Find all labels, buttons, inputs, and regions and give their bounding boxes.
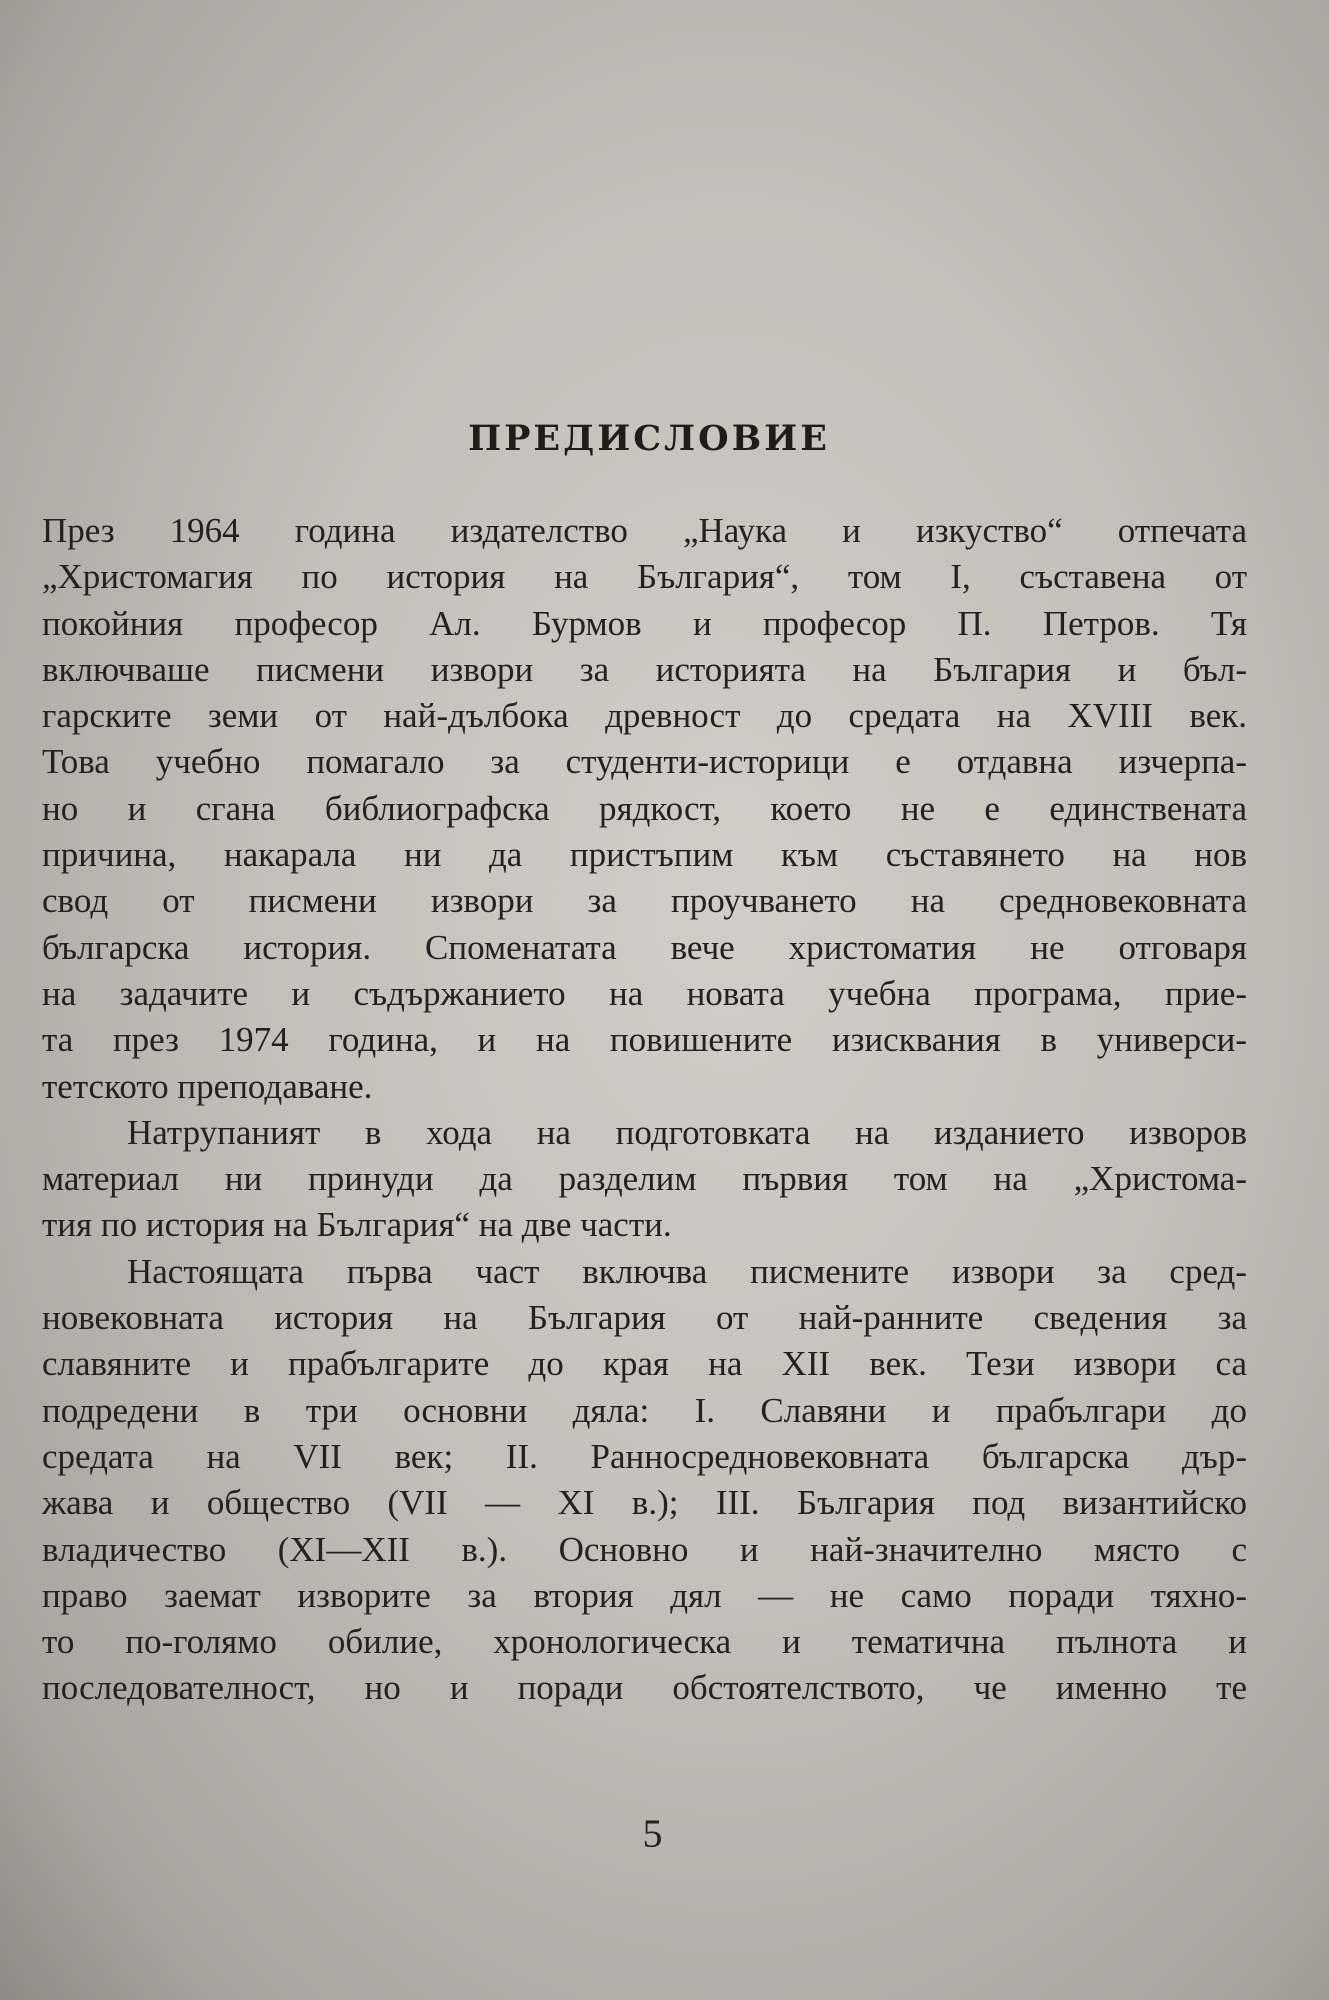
text-line: Това учебно помагало за студенти-историци е отдавна изчерпа- [42, 742, 1247, 782]
text-line: владичество (XI—XII в.). Основно и най-значително място с [42, 1529, 1247, 1569]
page-heading: ПРЕДИСЛОВИЕ [468, 418, 830, 459]
text-line: на задачите и съдържанието на новата учебна програма, прие- [42, 973, 1247, 1013]
text-line: та през 1974 година, и на повишените изисквания в универси- [42, 1020, 1247, 1060]
show-through-texture [60, 20, 1280, 400]
text-line: българска история. Споменатата вече христоматия не отговаря [42, 927, 1247, 967]
text-line: „Христомагия по история на България“, том I, съставена от [42, 557, 1247, 597]
text-line: то по-голямо обилие, хронологическа и тематична пълнота и [42, 1622, 1247, 1662]
text-line: материал ни принуди да разделим първия том на „Христома- [42, 1159, 1247, 1199]
text-line: Натрупаният в хода на подготовката на изданието изворов [127, 1112, 1247, 1152]
text-line: свод от писмени извори за проучването на средновековната [42, 881, 1247, 921]
text-line: През 1964 година издателство „Наука и изкуство“ отпечата [42, 511, 1247, 550]
text-line: тетското преподаване. [42, 1066, 373, 1106]
text-line: жава и общество (VII — XI в.); III. България под византийско [42, 1483, 1247, 1523]
text-line: тия по история на България“ на две части. [42, 1205, 672, 1245]
text-line: славяните и прабългарите до края на XII век. Тези извори са [42, 1344, 1247, 1384]
text-line: покойния професор Ал. Бурмов и професор П. Петров. Тя [42, 603, 1247, 643]
body-text [42, 508, 1247, 1712]
text-line: право заемат изворите за втория дял — не само поради тяхно- [42, 1575, 1247, 1615]
text-line: средата на VII век; II. Ранносредновековната българска дър- [42, 1436, 1247, 1476]
text-line: включваше писмени извори за историята на България и бъл- [42, 649, 1247, 689]
text-line: новековната история на България от най-ранните сведения за [42, 1298, 1247, 1338]
text-line: Настоящата първа част включва писмените извори за сред- [127, 1251, 1247, 1291]
text-line: причина, накарала ни да пристъпим към съставянето на нов [42, 835, 1247, 875]
text-line: подредени в три основни дяла: I. Славяни и прабългари до [42, 1390, 1247, 1430]
text-line: последователност, но и поради обстоятелството, че именно те [42, 1668, 1247, 1708]
text-line: гарските земи от най-дълбока древност до средата на XVIII век. [42, 696, 1247, 736]
page-number: 5 [642, 1811, 663, 1856]
text-line: но и сгана библиографска рядкост, което не е единствената [42, 788, 1247, 828]
